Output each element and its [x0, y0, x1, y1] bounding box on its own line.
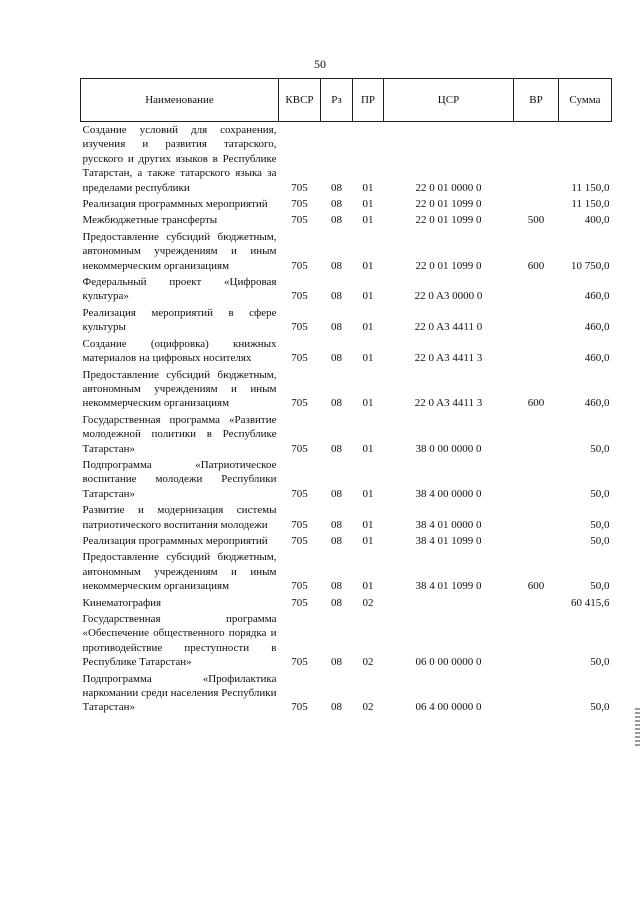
cell-rz: 08	[331, 580, 342, 593]
cell-name: Предоставление субсидий бюджетным, автономным учреждениям и иным некоммерческим организациям	[82, 551, 277, 593]
table-row	[81, 122, 612, 197]
cell-sum: 50,0	[590, 487, 610, 500]
cell-sum: 50,0	[590, 580, 610, 593]
cell-rz: 08	[331, 534, 342, 547]
table-row	[81, 412, 612, 457]
cell-name: Государственная программа «Развитие молодежной политики в Республике Татарстан»	[82, 413, 277, 455]
header-kvsr: КВСР	[279, 79, 321, 122]
cell-sum: 460,0	[584, 397, 610, 410]
cell-vr	[514, 122, 559, 197]
table-row	[81, 229, 612, 274]
cell-kvsr: 705	[291, 596, 308, 609]
cell-rz: 08	[331, 352, 342, 365]
cell-vr	[514, 595, 559, 611]
cell-name: Реализация мероприятий в сфере культуры	[82, 306, 277, 334]
cell-rz: 08	[331, 518, 342, 531]
cell-csr: 22 0 A3 4411 0	[414, 321, 483, 334]
table-row	[81, 549, 612, 594]
table-row	[81, 502, 612, 533]
cell-csr: 22 0 A3 4411 3	[414, 397, 483, 410]
header-name: Наименование	[81, 79, 279, 122]
cell-vr	[514, 196, 559, 212]
cell-name: Федеральный проект «Цифровая культура»	[82, 276, 277, 303]
cell-kvsr: 705	[291, 518, 308, 531]
header-rz: Рз	[321, 79, 353, 122]
cell-rz: 08	[331, 198, 342, 211]
cell-sum: 400,0	[584, 214, 610, 227]
cell-sum: 11 150,0	[571, 198, 610, 211]
page-number: 50	[314, 57, 326, 71]
header-vr: ВР	[514, 79, 559, 122]
cell-vr: 600	[527, 397, 545, 410]
cell-pr: 01	[362, 352, 374, 365]
cell-name: Государственная программа «Обеспечение общественного порядка и противодействие преступности в Республике Татарстан»	[82, 613, 277, 669]
table-body	[81, 122, 612, 716]
cell-pr: 01	[362, 181, 374, 194]
cell-sum: 50,0	[590, 518, 610, 531]
cell-vr	[514, 533, 559, 549]
cell-pr: 01	[362, 214, 374, 227]
table-row	[81, 305, 612, 336]
cell-vr	[514, 457, 559, 502]
cell-csr: 22 0 01 1099 0	[415, 214, 482, 227]
cell-rz: 08	[331, 656, 342, 669]
cell-kvsr: 705	[291, 487, 308, 500]
cell-name: Реализация программных мероприятий	[82, 198, 268, 211]
cell-csr: 22 0 01 1099 0	[415, 259, 482, 272]
cell-csr: 38 4 01 0000 0	[415, 518, 482, 531]
cell-pr: 01	[362, 397, 374, 410]
cell-pr: 01	[362, 534, 374, 547]
cell-pr: 01	[362, 442, 374, 455]
cell-sum: 460,0	[584, 321, 610, 334]
cell-rz: 08	[331, 596, 342, 609]
cell-sum: 50,0	[590, 534, 610, 547]
cell-vr	[514, 274, 559, 305]
cell-rz: 08	[331, 701, 342, 714]
cell-pr: 01	[362, 487, 374, 500]
table-row	[81, 196, 612, 212]
cell-pr: 01	[362, 198, 374, 211]
table-row	[81, 457, 612, 502]
cell-pr: 02	[362, 656, 374, 669]
cell-csr	[384, 595, 514, 611]
cell-rz: 08	[331, 321, 342, 334]
budget-table	[80, 78, 612, 716]
cell-sum: 11 150,0	[571, 181, 610, 194]
cell-rz: 08	[331, 259, 342, 272]
cell-pr: 02	[362, 596, 374, 609]
table-row	[81, 274, 612, 305]
cell-vr	[514, 305, 559, 336]
cell-kvsr: 705	[291, 656, 308, 669]
table-row	[81, 212, 612, 228]
cell-pr: 01	[362, 580, 374, 593]
table-row	[81, 671, 612, 716]
cell-csr: 38 0 00 0000 0	[415, 442, 482, 455]
cell-kvsr: 705	[291, 321, 308, 334]
table-row	[81, 595, 612, 611]
cell-vr	[514, 502, 559, 533]
cell-name: Межбюджетные трансферты	[82, 214, 218, 227]
cell-csr: 22 0 01 1099 0	[415, 198, 482, 211]
cell-sum: 50,0	[590, 656, 610, 669]
table-row	[81, 336, 612, 367]
cell-pr: 01	[362, 290, 374, 303]
cell-kvsr: 705	[291, 397, 308, 410]
cell-csr: 22 0 01 0000 0	[415, 181, 482, 194]
cell-kvsr: 705	[291, 259, 308, 272]
cell-csr: 06 0 00 0000 0	[415, 656, 482, 669]
cell-vr	[514, 412, 559, 457]
cell-vr	[514, 336, 559, 367]
cell-csr: 38 4 01 1099 0	[415, 534, 482, 547]
cell-vr: 600	[527, 580, 545, 593]
cell-rz: 08	[331, 290, 342, 303]
cell-vr: 500	[527, 214, 545, 227]
cell-kvsr: 705	[291, 534, 308, 547]
cell-rz: 08	[331, 397, 342, 410]
cell-csr: 22 0 A3 0000 0	[414, 290, 483, 303]
cell-sum: 60 415,6	[571, 596, 610, 609]
cell-name: Развитие и модернизация системы патриотического воспитания молодежи	[82, 504, 277, 531]
cell-sum: 460,0	[584, 290, 610, 303]
cell-sum: 50,0	[590, 442, 610, 455]
cell-kvsr: 705	[291, 181, 308, 194]
cell-kvsr: 705	[291, 290, 308, 303]
cell-name: Создание условий для сохранения, изучения и развития татарского, русского и других языков в Республике Татарстан, а также татарского языка за пределами республики	[82, 124, 277, 194]
table-row	[81, 611, 612, 671]
cell-name: Создание (оцифровка) книжных материалов на цифровых носителях	[82, 337, 277, 365]
cell-pr: 01	[362, 259, 374, 272]
edge-stamp-mark	[635, 708, 640, 746]
cell-csr: 22 0 A3 4411 3	[414, 352, 483, 365]
cell-csr: 38 4 00 0000 0	[415, 487, 482, 500]
table-row	[81, 367, 612, 412]
cell-sum: 460,0	[584, 352, 610, 365]
header-pr: ПР	[353, 79, 384, 122]
header-csr: ЦСР	[384, 79, 514, 122]
cell-sum: 10 750,0	[571, 259, 610, 272]
cell-name: Подпрограмма «Профилактика наркомании среди населения Республики Татарстан»	[82, 672, 277, 714]
cell-rz: 08	[331, 214, 342, 227]
cell-name: Реализация программных мероприятий	[82, 534, 268, 547]
cell-vr: 600	[527, 259, 545, 272]
cell-csr: 06 4 00 0000 0	[415, 701, 482, 714]
cell-rz: 08	[331, 487, 342, 500]
cell-kvsr: 705	[291, 352, 308, 365]
header-sum: Сумма	[559, 79, 612, 122]
cell-kvsr: 705	[291, 214, 308, 227]
cell-pr: 01	[362, 518, 374, 531]
cell-name: Предоставление субсидий бюджетным, автономным учреждениям и иным некоммерческим организациям	[82, 230, 277, 272]
cell-kvsr: 705	[291, 580, 308, 593]
cell-rz: 08	[331, 181, 342, 194]
cell-kvsr: 705	[291, 701, 308, 714]
cell-vr	[514, 611, 559, 671]
cell-rz: 08	[331, 442, 342, 455]
cell-name: Подпрограмма «Патриотическое воспитание молодежи Республики Татарстан»	[82, 458, 277, 500]
cell-pr: 02	[362, 701, 374, 714]
table-header-row	[81, 79, 612, 122]
cell-sum: 50,0	[590, 701, 610, 714]
cell-kvsr: 705	[291, 442, 308, 455]
cell-kvsr: 705	[291, 198, 308, 211]
table-row	[81, 533, 612, 549]
cell-csr: 38 4 01 1099 0	[415, 580, 482, 593]
cell-pr: 01	[362, 321, 374, 334]
cell-name: Кинематография	[82, 596, 162, 609]
cell-vr	[514, 671, 559, 716]
cell-name: Предоставление субсидий бюджетным, автономным учреждениям и иным некоммерческим организациям	[82, 368, 277, 410]
